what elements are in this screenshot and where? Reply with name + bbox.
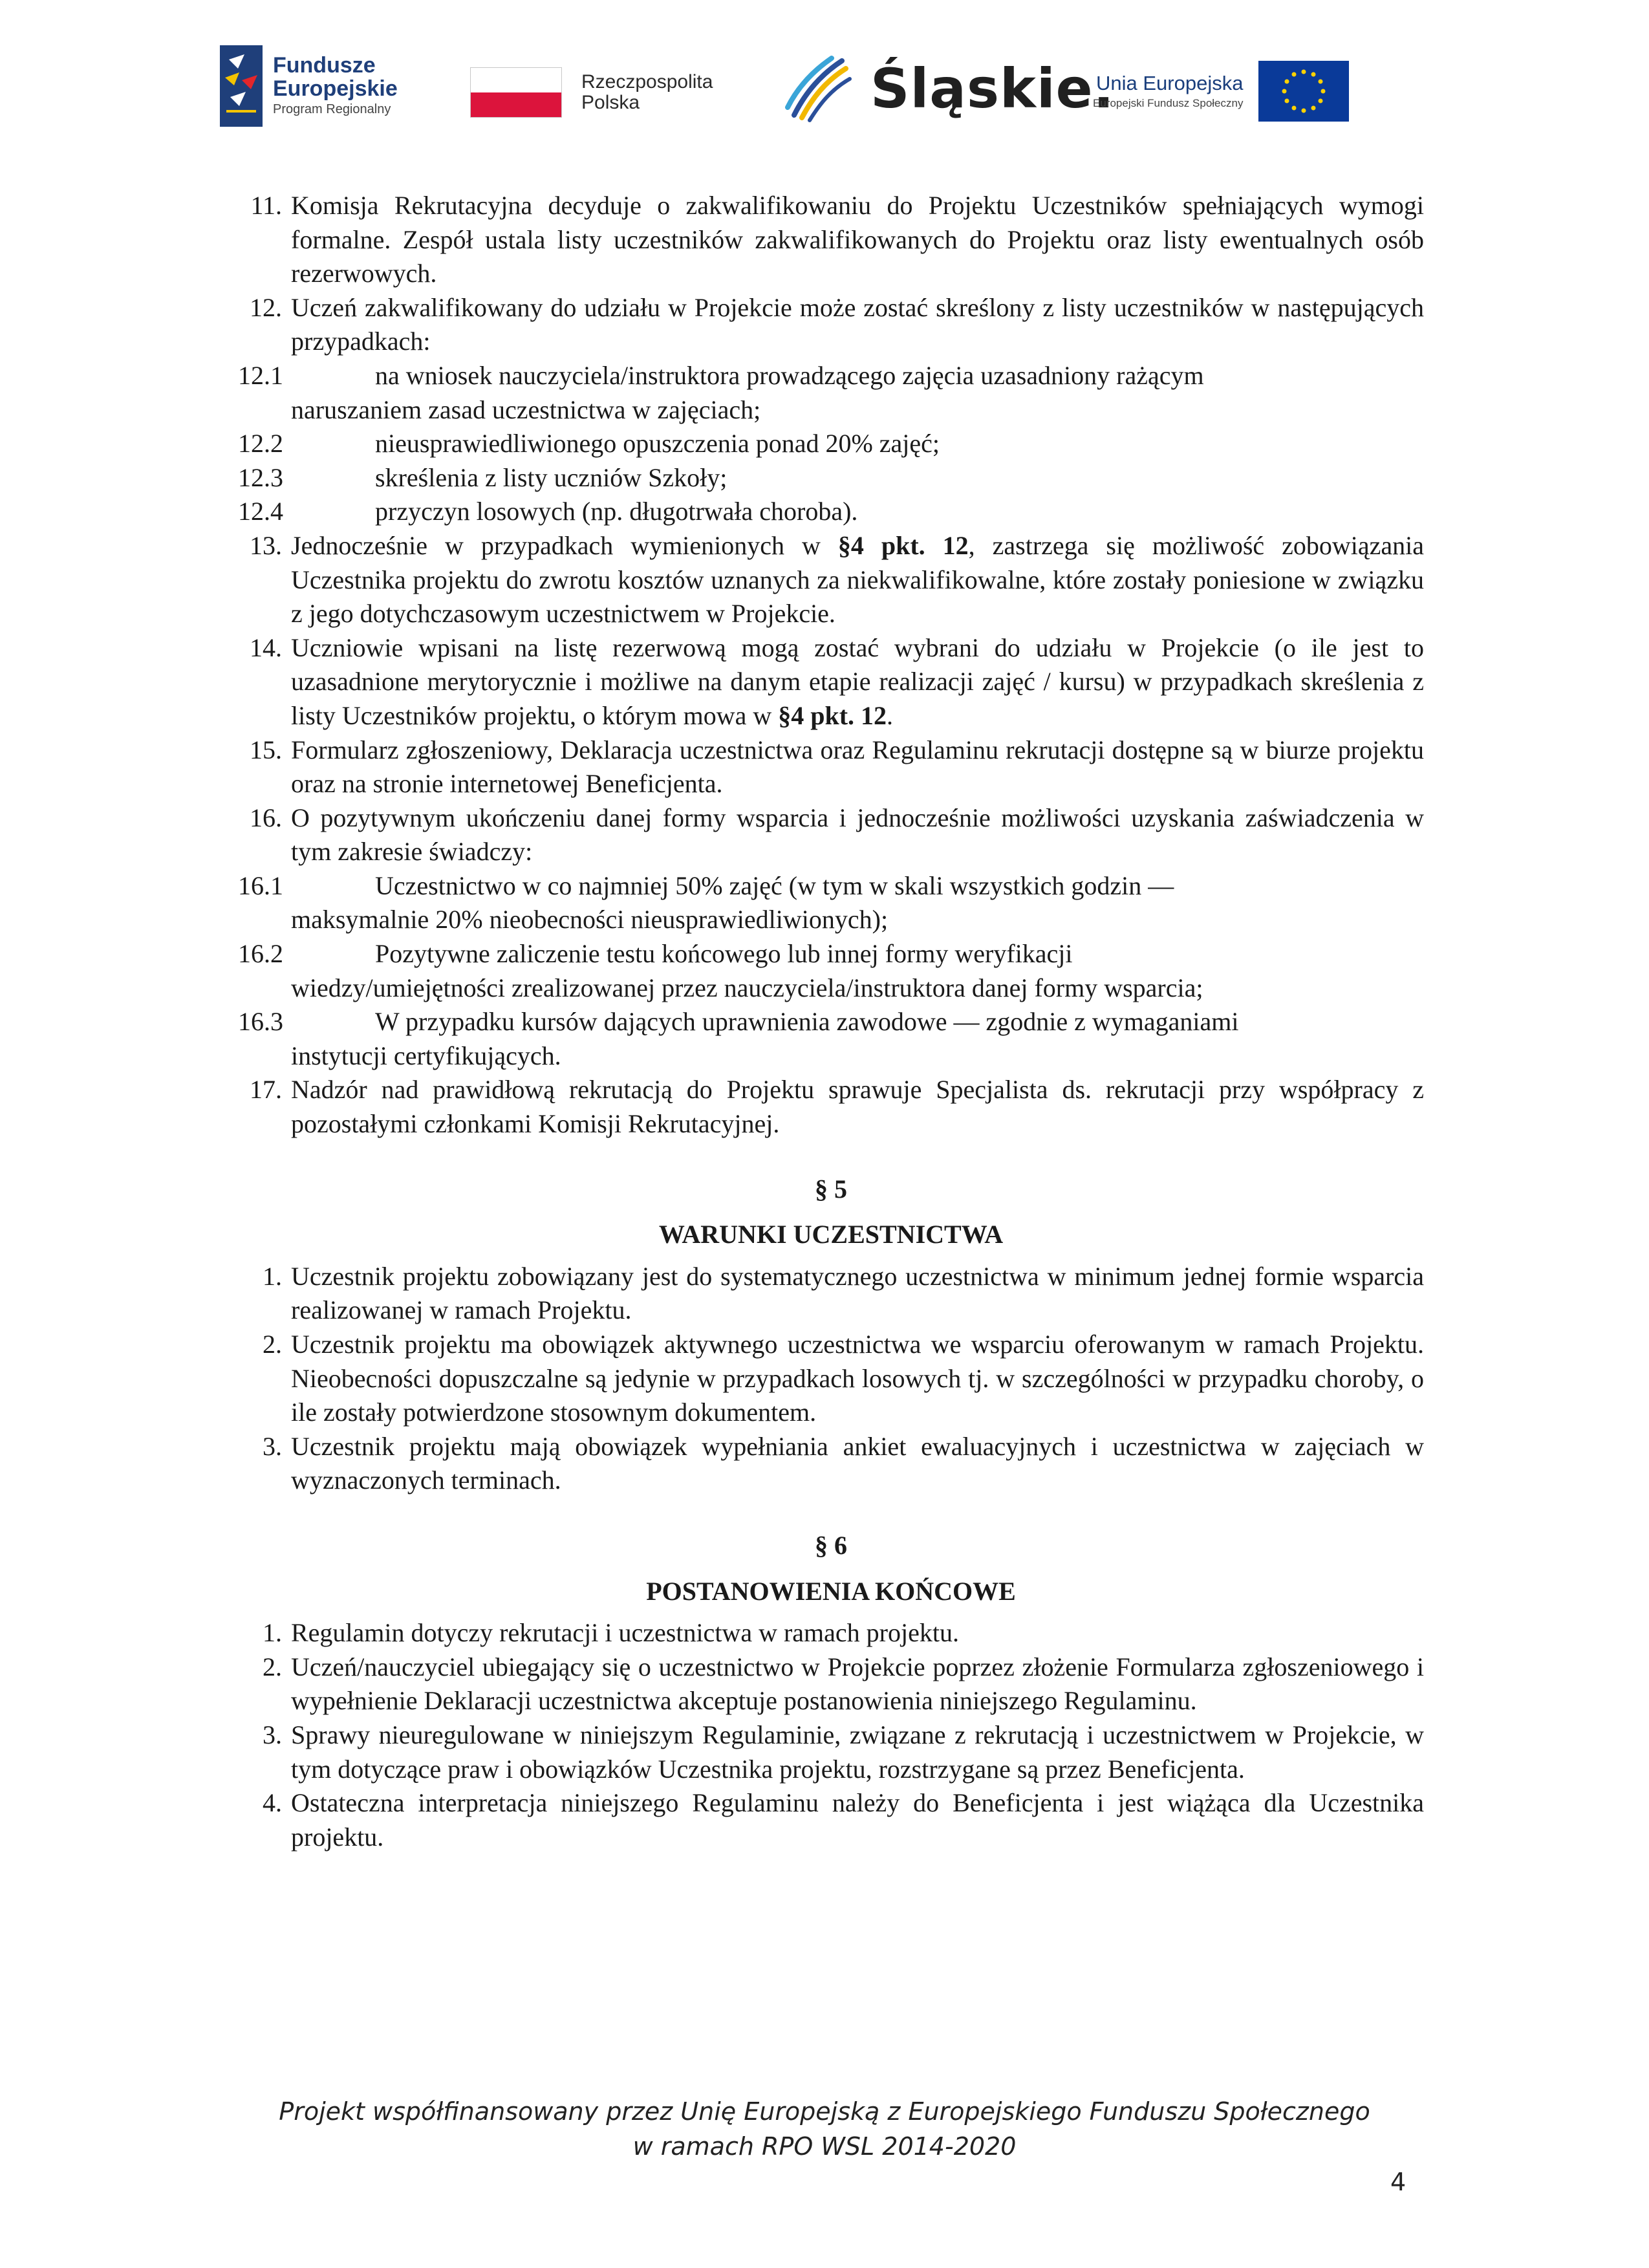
eu-line1: Unia Europejska xyxy=(1096,72,1244,94)
item-text: Formularz zgłoszeniowy, Deklaracja uczestnictwa oraz Regulaminu rekrutacji dostępne są w biurze projektu oraz na stronie internetowej Beneficjenta. xyxy=(291,735,1424,799)
sub-item-continuation: maksymalnie 20% nieobecności nieusprawiedliwionych); xyxy=(291,905,889,934)
sub-item xyxy=(238,937,1424,1005)
item-number: 16. xyxy=(250,803,282,832)
section-title: POSTANOWIENIA KOŃCOWE xyxy=(646,1576,1016,1606)
polish-flag-icon xyxy=(470,67,562,118)
unia-europejska-text xyxy=(1093,71,1243,111)
item-number: 3. xyxy=(263,1720,282,1749)
sub-item-continuation: naruszaniem zasad uczestnictwa w zajęciach; xyxy=(291,394,761,424)
item-text-part: Jednocześnie w przypadkach wymienionych w xyxy=(291,530,838,560)
page-number: 4 xyxy=(1390,2168,1406,2196)
item-number: 1. xyxy=(263,1618,282,1648)
fe-line3: Program Regionalny xyxy=(273,102,391,116)
item-text: Ostateczna interpretacja niniejszego Regulaminu należy do Beneficjenta i jest wiążąca dla Uczestnika projektu. xyxy=(291,1788,1424,1852)
list-item xyxy=(238,529,1424,631)
item-text: Uczestnik projektu mają obowiązek wypełniania ankiet ewaluacyjnych i uczestnictwa w zajęciach w wyznaczonych terminach. xyxy=(291,1431,1424,1495)
sub-item-text: skreślenia z listy uczniów Szkoły; xyxy=(375,462,727,492)
sub-item-continuation: wiedzy/umiejętności zrealizowanej przez nauczyciela/instruktora danej formy wsparcia; xyxy=(291,973,1203,1002)
slaskie-text: Śląskie. xyxy=(870,57,1115,120)
footer-line1: Projekt współfinansowany przez Unię Europejską z Europejskiego Funduszu Społecznego xyxy=(279,2097,1370,2126)
item-number: 14. xyxy=(250,632,282,662)
item-text: O pozytywnym ukończeniu danej formy wsparcia i jednocześnie możliwości uzyskania zaświadczenia w tym zakresie świadczy: xyxy=(291,803,1424,867)
item-number: 13. xyxy=(250,530,282,560)
list-item xyxy=(238,1328,1424,1430)
item-number: 2. xyxy=(263,1330,282,1359)
fundusze-europejskie-text xyxy=(273,54,398,118)
list-item xyxy=(238,1650,1424,1718)
item-text: Sprawy nieuregulowane w niniejszym Regulaminie, związane z rekrutacją i uczestnictwem w Projekcie, w tym dotyczące praw i obowiązków Uczestnika projektu, rozstrzygane są przez Beneficjenta. xyxy=(291,1720,1424,1784)
list-item xyxy=(238,1718,1424,1786)
item-text: Uczestnik projektu zobowiązany jest do systematycznego uczestnictwa w minimum jednej formie wsparcia realizowanej w ramach Projektu. xyxy=(291,1261,1424,1325)
unia-europejska-logo xyxy=(1093,61,1349,122)
page-footer xyxy=(0,2094,1649,2164)
list-item xyxy=(238,801,1424,869)
slaskie-swirl-icon xyxy=(782,53,854,124)
section-reference: §4 pkt. 12 xyxy=(837,530,969,560)
document-body xyxy=(238,189,1424,1854)
sub-item-number: 12.3 xyxy=(238,462,283,492)
list-item xyxy=(238,189,1424,291)
rzeczpospolita-logo xyxy=(470,67,713,118)
sub-item-number: 16.2 xyxy=(238,939,283,969)
logo-header xyxy=(0,0,1649,149)
eu-flag-icon xyxy=(1258,61,1349,122)
sub-item-text: Pozytywne zaliczenie testu końcowego lub innej formy weryfikacji xyxy=(375,939,1073,969)
sub-item-number: 16.3 xyxy=(238,1007,283,1037)
item-text: Regulamin dotyczy rekrutacji i uczestnictwa w ramach projektu. xyxy=(291,1618,959,1648)
sub-item-number: 12.2 xyxy=(238,429,283,459)
item-text-part: Uczniowie wpisani na listę rezerwową mogą zostać wybrani do udziału w Projekcie (o ile jest to uzasadnione merytorycznie i możliwe na danym etapie realizacji zajęć / kursu) w przypadkach skreślenia z listy Uczestników projektu, o którym mowa w xyxy=(291,632,1424,730)
sub-item xyxy=(238,495,1424,529)
item-text-part: , zastrzega się możliwość zobowiązania Uczestnika projektu do zwrotu kosztów uznanych za niekwalifikowalne, które zostały poniesione w związku z jego dotychczasowym uczestnictwem w Projekcie. xyxy=(291,530,1425,629)
list-item xyxy=(238,1260,1424,1328)
sub-item-text: przyczyn losowych (np. długotrwała choroba). xyxy=(375,497,858,526)
fe-line1: Fundusze xyxy=(273,53,376,78)
fundusze-europejskie-emblem-icon xyxy=(220,45,263,127)
footer-line2: w ramach RPO WSL 2014-2020 xyxy=(632,2132,1017,2161)
sub-item-number: 12.4 xyxy=(238,497,283,526)
sub-item-text: Uczestnictwo w co najmniej 50% zajęć (w tym w skali wszystkich godzin — xyxy=(375,870,1174,900)
item-text xyxy=(291,529,1424,631)
item-text-part: . xyxy=(887,700,894,730)
fundusze-europejskie-logo xyxy=(220,45,398,127)
sub-item xyxy=(238,1005,1424,1073)
item-number: 12. xyxy=(250,292,282,322)
list-item xyxy=(238,1073,1424,1141)
item-text xyxy=(291,631,1424,733)
list-item xyxy=(238,631,1424,733)
item-text: Uczeń zakwalifikowany do udziału w Projekcie może zostać skreślony z listy uczestników w następujących przypadkach: xyxy=(291,292,1424,356)
section-title: WARUNKI UCZESTNICTWA xyxy=(658,1220,1004,1249)
list-item xyxy=(238,1430,1424,1498)
sub-item xyxy=(238,359,1424,427)
rp-line1: Rzeczpospolita xyxy=(581,71,713,92)
rp-line2: Polska xyxy=(581,92,640,113)
item-number: 11. xyxy=(250,191,282,220)
sub-item xyxy=(238,461,1424,495)
sub-item-text: na wniosek nauczyciela/instruktora prowadzącego zajęcia uzasadniony rażącym xyxy=(375,360,1204,390)
eu-line2: Europejski Fundusz Społeczny xyxy=(1093,97,1244,109)
fe-line2: Europejskie xyxy=(273,76,398,101)
list-item xyxy=(238,1616,1424,1650)
item-text: Nadzór nad prawidłową rekrutacją do Projektu sprawuje Specjalista ds. rekrutacji przy współpracy z pozostałymi członkami Komisji Rekrutacyjnej. xyxy=(291,1075,1424,1139)
sub-item-number: 16.1 xyxy=(238,870,283,900)
item-number: 15. xyxy=(250,735,282,764)
section-reference: §4 pkt. 12 xyxy=(778,700,887,730)
rzeczpospolita-text xyxy=(581,72,713,113)
list-item xyxy=(238,733,1424,801)
sub-item-continuation: instytucji certyfikujących. xyxy=(291,1041,561,1070)
item-number: 4. xyxy=(263,1788,282,1818)
slaskie-logo xyxy=(782,53,1115,124)
item-number: 1. xyxy=(263,1261,282,1291)
item-number: 17. xyxy=(250,1075,282,1105)
item-number: 2. xyxy=(263,1652,282,1681)
section-sign: § 6 xyxy=(815,1530,847,1560)
sub-item-number: 12.1 xyxy=(238,360,283,390)
list-item xyxy=(238,1786,1424,1854)
item-text: Uczeń/nauczyciel ubiegający się o uczestnictwo w Projekcie poprzez złożenie Formularza zgłoszeniowego i wypełnienie Deklaracji uczestnictwa akceptuje postanowienia niniejszego Regulaminu. xyxy=(291,1652,1424,1716)
item-number: 3. xyxy=(263,1431,282,1461)
sub-item xyxy=(238,427,1424,461)
sub-item-text: nieusprawiedliwionego opuszczenia ponad 20% zajęć; xyxy=(375,429,940,459)
sub-item xyxy=(238,869,1424,937)
list-item xyxy=(238,291,1424,359)
item-text: Uczestnik projektu ma obowiązek aktywnego uczestnictwa we wsparciu oferowanym w ramach Projektu. Nieobecności dopuszczalne są jedynie w przypadkach losowych tj. w szczególności w przypadku choroby, o ile zostały potwierdzone stosownym dokumentem. xyxy=(291,1330,1424,1427)
item-text: Komisja Rekrutacyjna decyduje o zakwalifikowaniu do Projektu Uczestników spełniających wymogi formalne. Zespół ustala listy uczestników zakwalifikowanych do Projektu oraz listy ewentualnych osób rezerwowych. xyxy=(291,191,1424,288)
sub-item-text: W przypadku kursów dających uprawnienia zawodowe — zgodnie z wymaganiami xyxy=(375,1007,1239,1037)
section-sign: § 5 xyxy=(815,1174,847,1204)
